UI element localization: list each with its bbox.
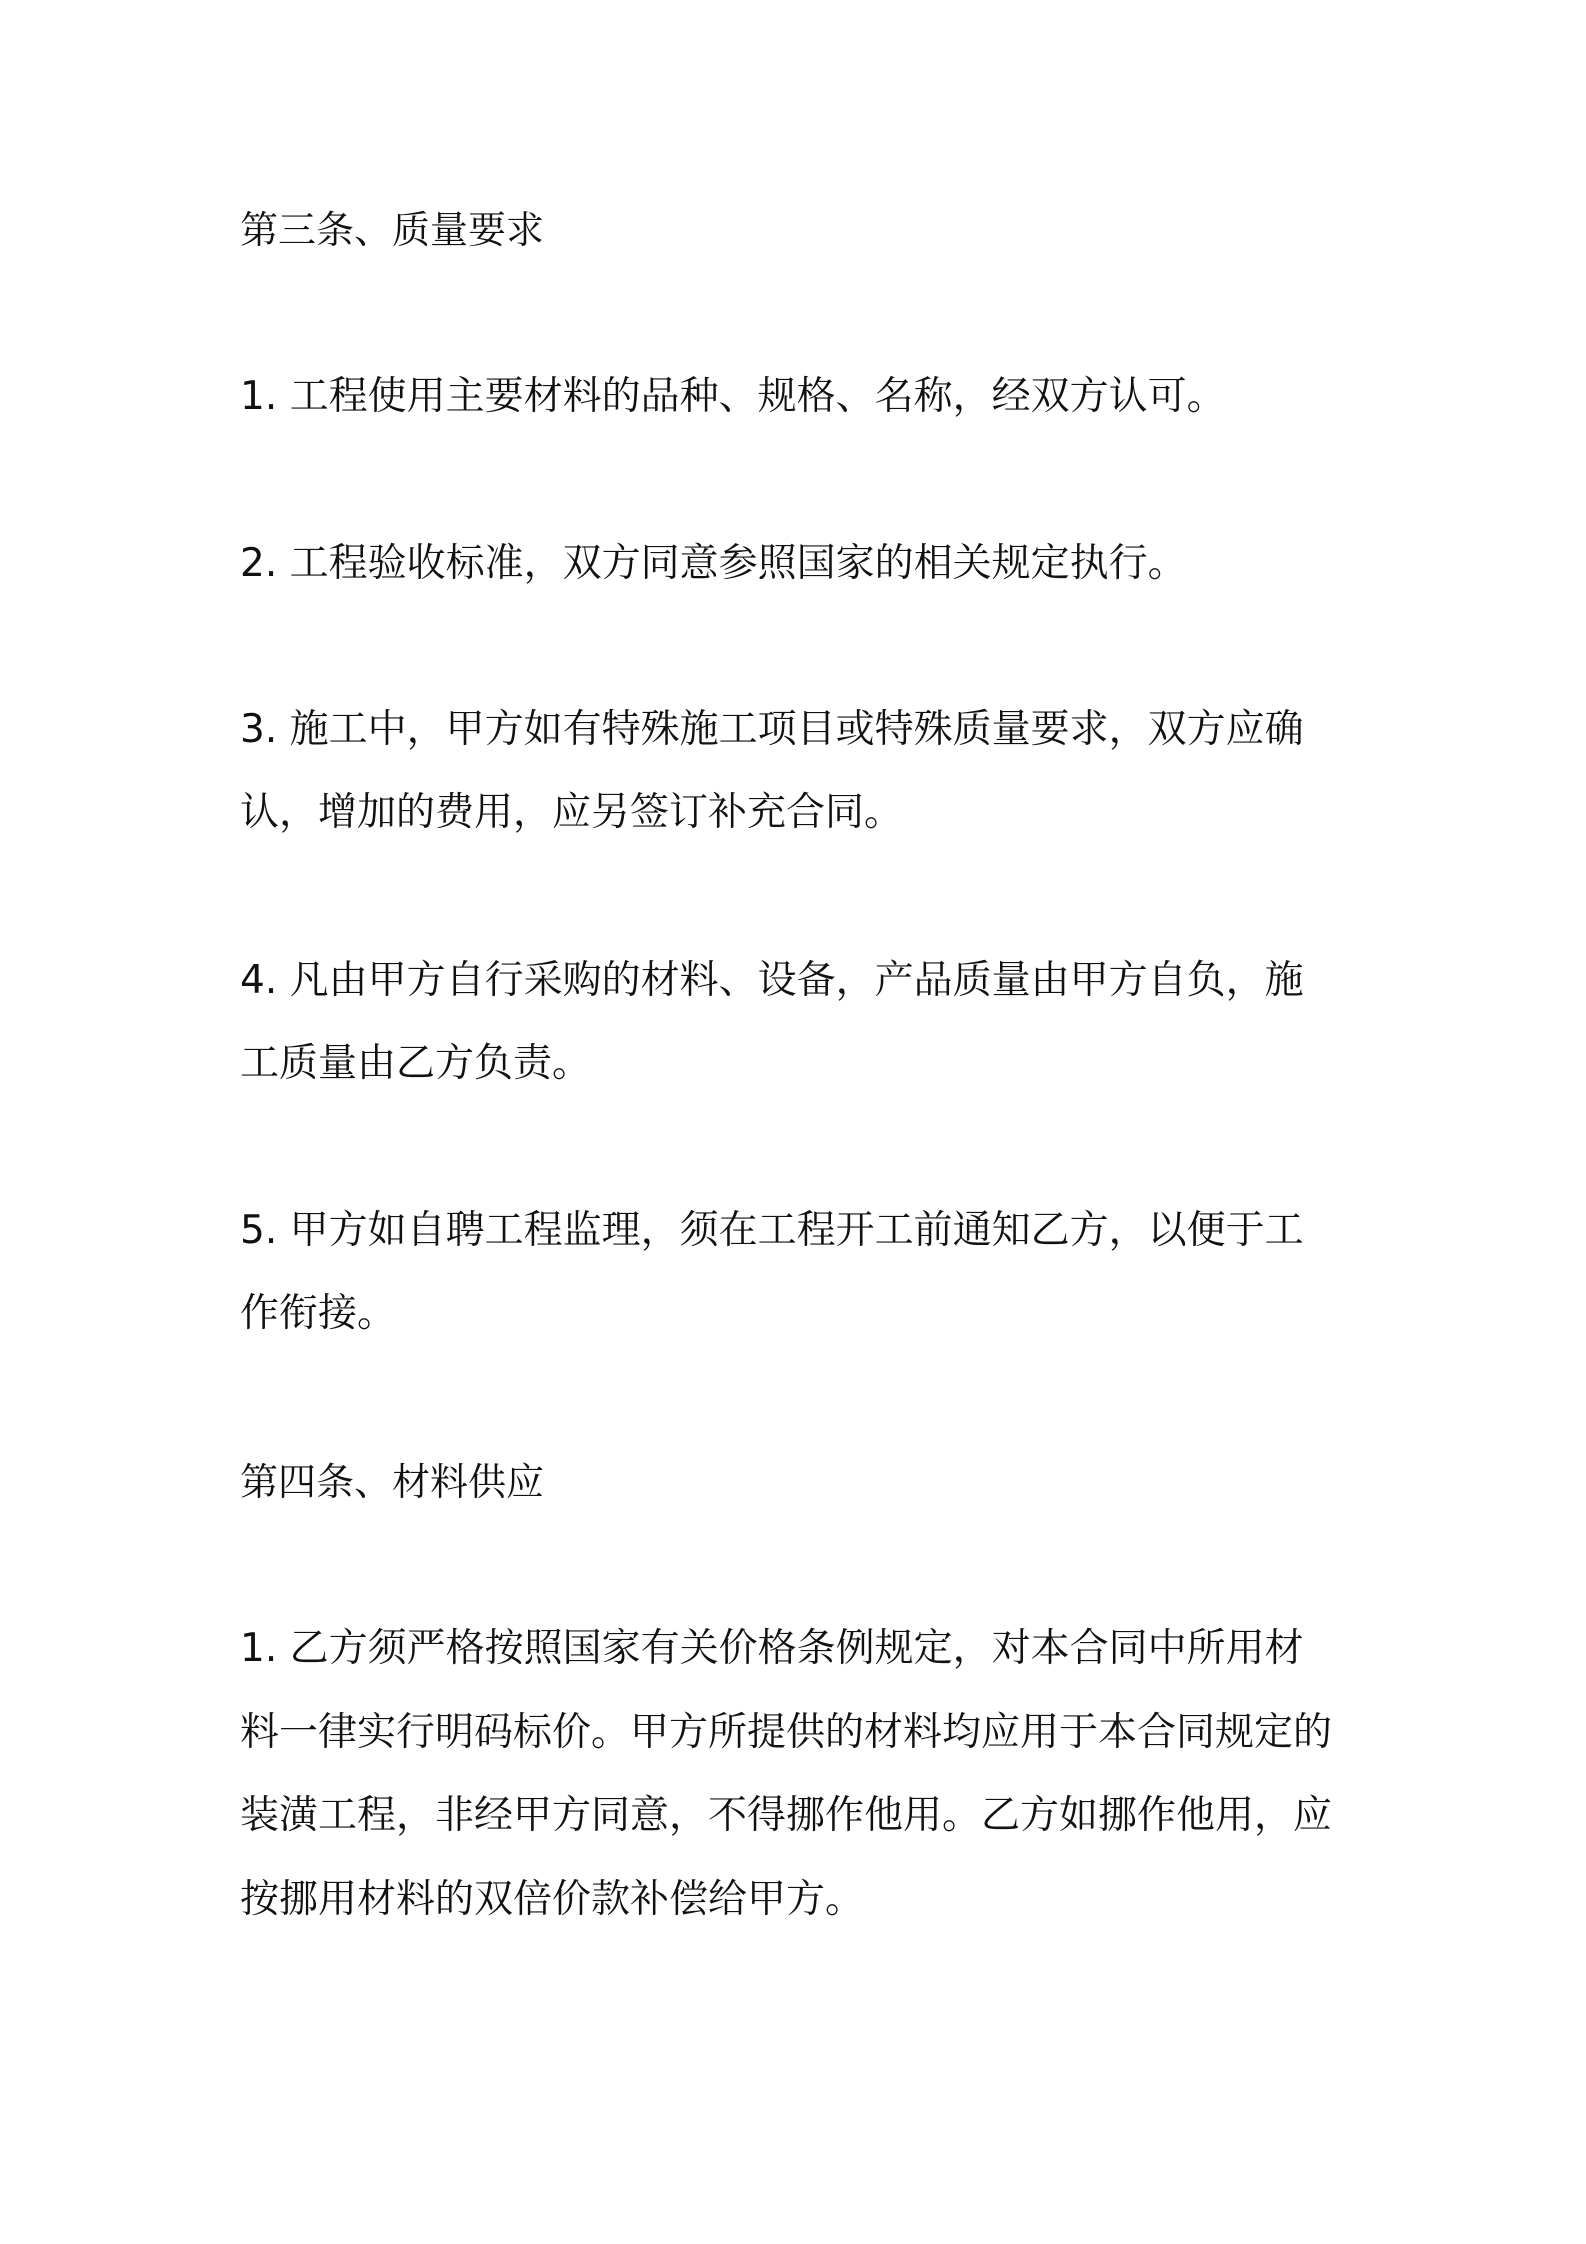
section-4-item-1-line-4: 按挪用材料的双倍价款补偿给甲方。 (240, 1877, 865, 1922)
section-3-item-3-line-1: 3. 施工中，甲方如有特殊施工项目或特殊质量要求，双方应确 (240, 707, 1304, 752)
section-4-item-1-line-2: 料一律实行明码标价。甲方所提供的材料均应用于本合同规定的 (240, 1710, 1333, 1755)
section-3-item-4-line-2: 工质量由乙方负责。 (240, 1041, 592, 1086)
section-3-item-5-line-1: 5. 甲方如自聘工程监理，须在工程开工前通知乙方，以便于工 (240, 1208, 1304, 1253)
section-3-item-4-line-1: 4. 凡由甲方自行采购的材料、设备，产品质量由甲方自负，施 (240, 958, 1304, 1003)
section-3-heading: 第三条、质量要求 (240, 208, 545, 252)
section-4-item-1-line-3: 装潢工程，非经甲方同意，不得挪作他用。乙方如挪作他用，应 (240, 1793, 1333, 1838)
section-3-item-5-line-2: 作衔接。 (240, 1291, 397, 1336)
section-3-item-1-line-1: 1. 工程使用主要材料的品种、规格、名称，经双方认可。 (240, 374, 1226, 419)
section-3-item-2-line-1: 2. 工程验收标准，双方同意参照国家的相关规定执行。 (240, 541, 1187, 586)
section-4-item-1-line-1: 1. 乙方须严格按照国家有关价格条例规定，对本合同中所用材 (240, 1626, 1304, 1671)
section-4-heading: 第四条、材料供应 (240, 1460, 545, 1504)
section-3-item-3-line-2: 认，增加的费用，应另签订补充合同。 (240, 790, 904, 835)
